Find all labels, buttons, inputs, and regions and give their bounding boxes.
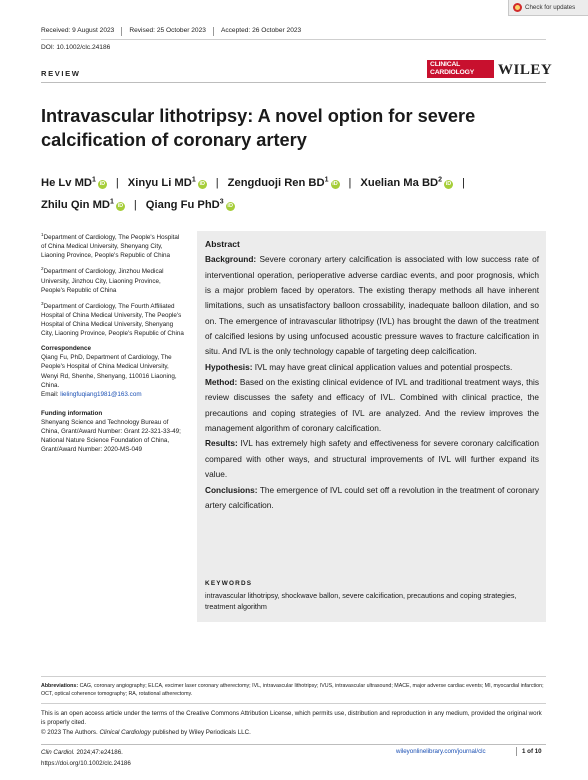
section-label: REVIEW bbox=[41, 69, 81, 78]
journal-logo-line2: CARDIOLOGY bbox=[430, 69, 475, 76]
affiliation: $^3$Department of Cardiology, The Fourth Affiliated Hospital of China Medical University, The People's Hospital of China Medical University, Shenyang City, Liaoning Province, People's Republic of China bbox=[41, 300, 184, 338]
author[interactable]: Zhilu Qin $MD^1iD$ bbox=[41, 198, 124, 212]
orcid-icon[interactable]: iD bbox=[227, 203, 233, 210]
author-list: He Lv $MD^1iD$ | Xinyu Li $MD^1iD$ | Zengduoji Ren $BD^1iD$ | Xuelian Ma $BD^2iD$ | Zhilu Qin $MD^1iD$ | Qiang Fu PhD$^3$iD bbox=[41, 176, 465, 212]
doi: DOI: 10.1002/clc.24186 bbox=[41, 44, 111, 51]
article-dates bbox=[41, 27, 301, 36]
received-date: Received: 9 August 2023 bbox=[41, 27, 115, 34]
correspondence-text: Qiang Fu, PhD, Department of Cardiology, The People's Hospital of China Medical University, Wenyi Rd, Shenhe, Shenyang, 110016 Liaoning, China. Email: lielingfuqiang1981@163.com bbox=[41, 354, 177, 398]
affiliation: $^2$Department of Cardiology, Jinzhou Medical University, Jinzhou City, Liaoning Province, People's Republic of China bbox=[41, 266, 164, 294]
author[interactable]: Zengduoji Ren $BD^1iD$ bbox=[227, 176, 338, 189]
check-for-updates-label: Check for updates bbox=[525, 4, 576, 11]
author[interactable]: Qiang Fu PhD$^3$iD bbox=[145, 198, 233, 212]
date-divider bbox=[121, 27, 122, 36]
divider bbox=[516, 747, 517, 756]
orcid-icon[interactable]: iD bbox=[117, 203, 124, 210]
author[interactable]: He Lv $MD^1iD$ bbox=[41, 176, 106, 189]
orcid-icon[interactable]: iD bbox=[99, 180, 106, 187]
crossmark-icon bbox=[513, 3, 522, 12]
publisher-logo: WILEY bbox=[498, 62, 553, 78]
abstract-hypothesis: Hypothesis: IVL may have great clinical application values and potential prospects. bbox=[205, 361, 513, 372]
license-notice: This is an open access article under the terms of the Creative Commons Attribution License, which permits use, distribution and reproduction in any medium, provided the original work is properly cited. © 2023 The Authors. Clinical Cardiology published by Wiley Periodicals LLC. bbox=[41, 710, 542, 736]
abstract-method: Method: Based on the existing clinical evidence of IVL and traditional treatment ways, this review discusses the safety and efficacy of IVL. Combined with clinical practice, the precautions and coping strategies of IVL are analyzed. And the review improves the management algorithm of coronary calcification. bbox=[205, 377, 539, 434]
article-info-column bbox=[41, 230, 186, 454]
journal-logo-line1: CLINICAL bbox=[430, 61, 461, 68]
keywords-text: intravascular lithotripsy, shockwave ballon, severe calcification, precautions and coping strategies, treatment algorithm bbox=[205, 591, 517, 611]
journal-logo bbox=[427, 60, 494, 78]
divider bbox=[41, 39, 546, 40]
date-divider bbox=[213, 27, 214, 36]
divider bbox=[41, 82, 546, 83]
affiliation: $^1$Department of Cardiology, The People's Hospital of China Medical University, Shenyang City, Liaoning Province, People's Republic of China bbox=[41, 232, 180, 260]
funding-text: Shenyang Science and Technology Bureau of China, Grant/Award Number: Grant 22-321-33-49; National Nature Science Foundation of China, Grant/Award Number: 2020-MS-049 bbox=[41, 418, 181, 454]
funding-heading: Funding information bbox=[41, 409, 103, 417]
abstract-conclusions: Conclusions: The emergence of IVL could set off a revolution in the treatment of coronary artery calcification. bbox=[205, 484, 539, 510]
orcid-icon[interactable]: iD bbox=[199, 180, 205, 187]
page-number: 1 of 10 bbox=[522, 748, 542, 755]
revised-date: Revised: 25 October 2023 bbox=[129, 27, 206, 34]
citation: Clin Cardiol. 2024;47:e24186. https://doi.org/10.1002/clc.24186 bbox=[41, 749, 131, 767]
accepted-date: Accepted: 26 October 2023 bbox=[220, 27, 302, 34]
orcid-icon[interactable]: iD bbox=[445, 180, 452, 187]
keywords-heading: KEYWORDS bbox=[205, 580, 253, 587]
check-for-updates-button[interactable] bbox=[508, 0, 588, 16]
abstract-heading: Abstract bbox=[205, 239, 240, 249]
doi-link[interactable]: https://doi.org/10.1002/clc.24186 bbox=[41, 759, 131, 767]
author[interactable]: Xinyu Li $MD^1iD$ bbox=[127, 176, 205, 189]
abbreviations: Abbreviations: CAG, coronary angiography; ELCA, excimer laser coronary atherectomy; IVL, intravascular lithotripsy; IVUS, intravascular ultrasound; MACE, major adverse cardiac events; MI, myocardial infarction; OCT, optical coherence tomography; RA, rotational atherectomy. bbox=[41, 683, 544, 698]
divider bbox=[41, 744, 546, 745]
journal-link[interactable]: wileyonlinelibrary.com/journal/clc bbox=[396, 748, 486, 755]
abstract-background: Background: Severe coronary artery calcification is associated with low success rate of interventional operation, perioperative adverse cardiac events, and poor prognosis, which is a major problem faced by operators. The existing therapy methods all have inherent limitations, such as unsatisfactory balloon crossability, inadequate balloon dilation, and so on. The emergence of intravascular lithotripsy (IVL) has brought the dawn of the treatment of calcified lesions by using unfocused acoustic pressure waves to fracture calcification in situ. And IVL is the only technology capable of targeting deep calcification. bbox=[205, 254, 540, 357]
article-title: Intravascular lithotripsy: A novel option for severe calcification of coronary artery bbox=[41, 106, 476, 150]
email-link[interactable]: lielingfuqiang1981@163.com bbox=[60, 390, 142, 398]
divider bbox=[41, 703, 546, 704]
correspondence-heading: Correspondence bbox=[41, 345, 92, 353]
divider bbox=[41, 676, 546, 677]
abstract-results: Results: IVL has extremely high safety and effectiveness for severe coronary calcification compared with other ways, and structural improvements of IVL will further expand its value. bbox=[205, 438, 539, 480]
author[interactable]: Xuelian Ma $BD^2iD$ bbox=[360, 176, 452, 189]
orcid-icon[interactable]: iD bbox=[332, 180, 338, 187]
abstract bbox=[205, 237, 539, 513]
